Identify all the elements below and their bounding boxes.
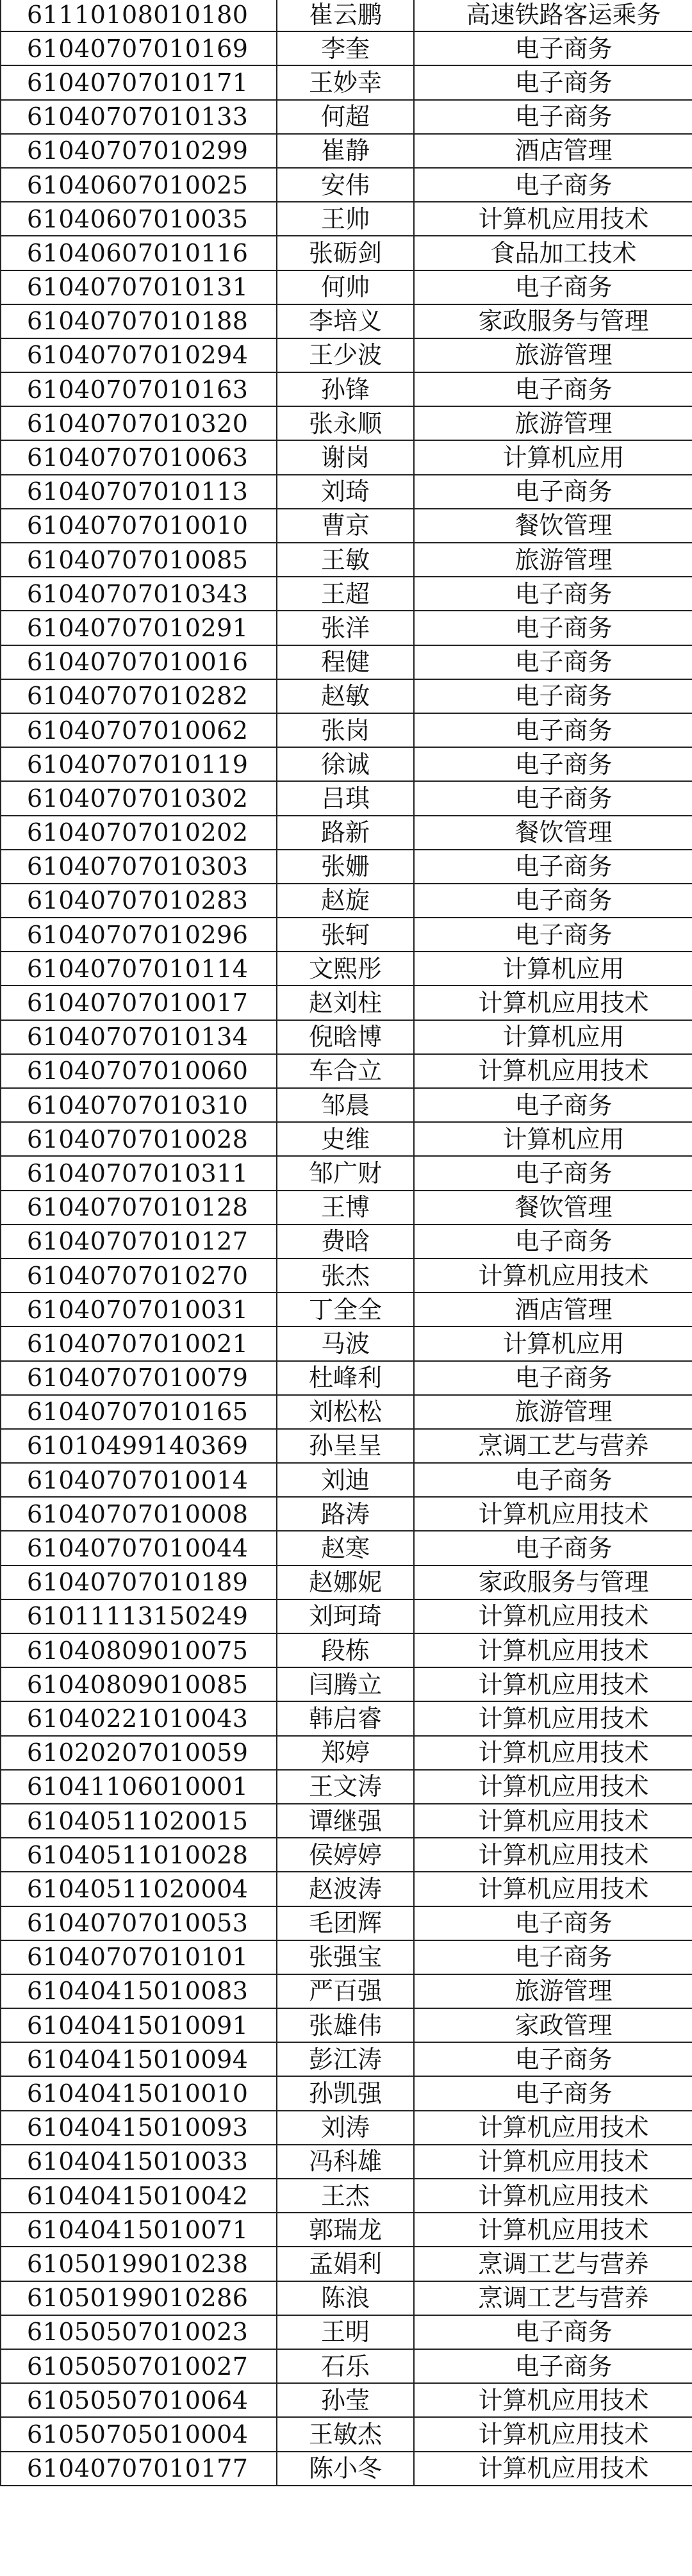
- table-row: [1, 1225, 692, 1259]
- student-name-cell: 马波: [277, 1326, 414, 1360]
- student-name-cell: 张姗: [277, 850, 414, 884]
- student-id-cell: 61040707010171: [1, 65, 277, 99]
- major-cell: 电子商务: [414, 884, 692, 918]
- major-cell: 旅游管理: [414, 338, 692, 372]
- table-row: [1, 577, 692, 611]
- student-id-cell: 61010499140369: [1, 1429, 277, 1463]
- table-row: [1, 2383, 692, 2417]
- student-id-cell: 61050507010027: [1, 2349, 277, 2383]
- table-row: [1, 1872, 692, 1906]
- major-cell: 电子商务: [414, 918, 692, 952]
- student-name-cell: 王明: [277, 2315, 414, 2349]
- student-name-cell: 张岗: [277, 713, 414, 747]
- student-id-cell: 61040707010133: [1, 100, 277, 134]
- student-name-cell: 赵寒: [277, 1531, 414, 1565]
- major-cell: 餐饮管理: [414, 1191, 692, 1225]
- table-row: [1, 611, 692, 645]
- student-id-cell: 61040707010294: [1, 338, 277, 372]
- student-name-cell: 何帅: [277, 270, 414, 304]
- major-cell: 计算机应用技术: [414, 2145, 692, 2179]
- major-cell: 电子商务: [414, 577, 692, 611]
- table-row: [1, 1292, 692, 1326]
- student-id-cell: 61040415010010: [1, 2076, 277, 2110]
- major-cell: 电子商务: [414, 1531, 692, 1565]
- student-id-cell: 61040707010114: [1, 952, 277, 986]
- student-id-cell: 61040707010062: [1, 713, 277, 747]
- student-name-cell: 谭继强: [277, 1804, 414, 1838]
- table-row: [1, 747, 692, 781]
- student-name-cell: 孟娟利: [277, 2247, 414, 2281]
- major-cell: 计算机应用: [414, 440, 692, 474]
- student-id-cell: 61040707010270: [1, 1259, 277, 1292]
- table-row: [1, 100, 692, 134]
- major-cell: 家政服务与管理: [414, 1565, 692, 1599]
- major-cell: 计算机应用技术: [414, 986, 692, 1020]
- table-row: [1, 304, 692, 338]
- student-id-cell: 61050199010286: [1, 2281, 277, 2315]
- student-name-cell: 徐诚: [277, 747, 414, 781]
- student-id-cell: 61040707010021: [1, 1326, 277, 1360]
- major-cell: 电子商务: [414, 611, 692, 645]
- student-id-cell: 61040707010016: [1, 645, 277, 679]
- student-id-cell: 61050199010238: [1, 2247, 277, 2281]
- major-cell: 电子商务: [414, 2349, 692, 2383]
- major-cell: 烹调工艺与营养: [414, 1429, 692, 1463]
- table-row: [1, 2111, 692, 2145]
- table-row: [1, 2452, 692, 2486]
- table-row: [1, 1633, 692, 1667]
- student-name-cell: 刘珂琦: [277, 1599, 414, 1633]
- major-cell: 酒店管理: [414, 134, 692, 168]
- student-name-cell: 路新: [277, 816, 414, 850]
- student-name-cell: 文熙彤: [277, 952, 414, 986]
- table-row: [1, 1701, 692, 1735]
- student-name-cell: 王杰: [277, 2179, 414, 2213]
- student-name-cell: 石乐: [277, 2349, 414, 2383]
- table-row: [1, 918, 692, 952]
- table-row: [1, 0, 692, 31]
- student-name-cell: 费晗: [277, 1225, 414, 1259]
- student-id-cell: 61040707010311: [1, 1156, 277, 1190]
- student-name-cell: 王文涛: [277, 1770, 414, 1804]
- major-cell: 计算机应用技术: [414, 202, 692, 236]
- table-row: [1, 2417, 692, 2451]
- major-cell: 电子商务: [414, 1940, 692, 1974]
- student-id-cell: 61040707010044: [1, 1531, 277, 1565]
- major-cell: 电子商务: [414, 31, 692, 65]
- major-cell: 餐饮管理: [414, 509, 692, 543]
- major-cell: 电子商务: [414, 679, 692, 713]
- table-row: [1, 2349, 692, 2383]
- table-row: [1, 1940, 692, 1974]
- student-name-cell: 王博: [277, 1191, 414, 1225]
- student-id-cell: 61040707010113: [1, 475, 277, 509]
- major-cell: 旅游管理: [414, 543, 692, 577]
- table-row: [1, 2213, 692, 2247]
- student-name-cell: 郭瑞龙: [277, 2213, 414, 2247]
- table-row: [1, 1361, 692, 1395]
- student-id-cell: 61040415010093: [1, 2111, 277, 2145]
- student-name-cell: 陈浪: [277, 2281, 414, 2315]
- student-name-cell: 刘琦: [277, 475, 414, 509]
- major-cell: 计算机应用技术: [414, 2383, 692, 2417]
- student-id-cell: 61040415010083: [1, 1974, 277, 2008]
- student-id-cell: 61040707010014: [1, 1463, 277, 1497]
- student-name-cell: 侯婷婷: [277, 1838, 414, 1872]
- student-name-cell: 倪晗博: [277, 1020, 414, 1054]
- table-row: [1, 1122, 692, 1156]
- student-id-cell: 61040415010042: [1, 2179, 277, 2213]
- roster-body: [1, 0, 692, 2486]
- major-cell: 计算机应用技术: [414, 2452, 692, 2486]
- major-cell: 计算机应用技术: [414, 1633, 692, 1667]
- table-row: [1, 1736, 692, 1770]
- student-id-cell: 61040707010163: [1, 372, 277, 406]
- table-row: [1, 2145, 692, 2179]
- student-id-cell: 61040415010094: [1, 2042, 277, 2076]
- table-row: [1, 31, 692, 65]
- table-row: [1, 475, 692, 509]
- student-name-cell: 王超: [277, 577, 414, 611]
- student-id-cell: 61040511010028: [1, 1838, 277, 1872]
- table-row: [1, 1974, 692, 2008]
- table-row: [1, 713, 692, 747]
- student-id-cell: 61011113150249: [1, 1599, 277, 1633]
- table-row: [1, 1804, 692, 1838]
- student-id-cell: 61040707010131: [1, 270, 277, 304]
- student-id-cell: 61040707010202: [1, 816, 277, 850]
- student-id-cell: 61041106010001: [1, 1770, 277, 1804]
- student-id-cell: 61040809010085: [1, 1667, 277, 1701]
- table-row: [1, 645, 692, 679]
- table-row: [1, 2179, 692, 2213]
- student-name-cell: 邹广财: [277, 1156, 414, 1190]
- student-id-cell: 61040707010303: [1, 850, 277, 884]
- table-row: [1, 1906, 692, 1940]
- student-id-cell: 61040707010008: [1, 1497, 277, 1531]
- table-row: [1, 440, 692, 474]
- student-id-cell: 61040415010091: [1, 2008, 277, 2042]
- student-name-cell: 孙凯强: [277, 2076, 414, 2110]
- major-cell: 计算机应用: [414, 1122, 692, 1156]
- student-id-cell: 61040707010053: [1, 1906, 277, 1940]
- student-id-cell: 61020207010059: [1, 1736, 277, 1770]
- major-cell: 电子商务: [414, 850, 692, 884]
- major-cell: 电子商务: [414, 747, 692, 781]
- student-name-cell: 闫腾立: [277, 1667, 414, 1701]
- table-row: [1, 1770, 692, 1804]
- student-name-cell: 王妙幸: [277, 65, 414, 99]
- table-row: [1, 1565, 692, 1599]
- table-row: [1, 1667, 692, 1701]
- major-cell: 计算机应用技术: [414, 1599, 692, 1633]
- student-id-cell: 61050705010004: [1, 2417, 277, 2451]
- student-id-cell: 61040707010119: [1, 747, 277, 781]
- student-id-cell: 61040707010282: [1, 679, 277, 713]
- student-id-cell: 61040707010134: [1, 1020, 277, 1054]
- table-row: [1, 2042, 692, 2076]
- student-name-cell: 张永顺: [277, 406, 414, 440]
- major-cell: 计算机应用技术: [414, 1667, 692, 1701]
- student-name-cell: 陈小冬: [277, 2452, 414, 2486]
- student-id-cell: 61040707010028: [1, 1122, 277, 1156]
- student-id-cell: 61050507010064: [1, 2383, 277, 2417]
- table-row: [1, 1259, 692, 1292]
- student-id-cell: 61040707010127: [1, 1225, 277, 1259]
- table-row: [1, 65, 692, 99]
- major-cell: 计算机应用技术: [414, 1259, 692, 1292]
- student-id-cell: 61040415010033: [1, 2145, 277, 2179]
- table-row: [1, 1191, 692, 1225]
- major-cell: 电子商务: [414, 713, 692, 747]
- table-row: [1, 2008, 692, 2042]
- table-row: [1, 406, 692, 440]
- major-cell: 电子商务: [414, 168, 692, 202]
- table-row: [1, 2315, 692, 2349]
- major-cell: 计算机应用技术: [414, 2111, 692, 2145]
- major-cell: 计算机应用技术: [414, 1770, 692, 1804]
- major-cell: 电子商务: [414, 475, 692, 509]
- student-name-cell: 毛团辉: [277, 1906, 414, 1940]
- student-name-cell: 崔云鹏: [277, 0, 414, 31]
- table-row: [1, 134, 692, 168]
- student-id-cell: 61040607010116: [1, 236, 277, 270]
- student-name-cell: 曹京: [277, 509, 414, 543]
- table-row: [1, 1395, 692, 1429]
- student-id-cell: 61040707010310: [1, 1088, 277, 1122]
- student-name-cell: 程健: [277, 645, 414, 679]
- student-id-cell: 61040511020004: [1, 1872, 277, 1906]
- major-cell: 电子商务: [414, 1361, 692, 1395]
- table-row: [1, 543, 692, 577]
- major-cell: 计算机应用技术: [414, 2213, 692, 2247]
- student-name-cell: 孙莹: [277, 2383, 414, 2417]
- major-cell: 家政管理: [414, 2008, 692, 2042]
- major-cell: 计算机应用技术: [414, 2417, 692, 2451]
- major-cell: 电子商务: [414, 1906, 692, 1940]
- student-name-cell: 孙呈呈: [277, 1429, 414, 1463]
- student-name-cell: 张雄伟: [277, 2008, 414, 2042]
- major-cell: 旅游管理: [414, 406, 692, 440]
- student-name-cell: 王帅: [277, 202, 414, 236]
- student-name-cell: 王敏杰: [277, 2417, 414, 2451]
- table-row: [1, 509, 692, 543]
- student-id-cell: 61040607010025: [1, 168, 277, 202]
- major-cell: 电子商务: [414, 270, 692, 304]
- major-cell: 烹调工艺与营养: [414, 2281, 692, 2315]
- table-row: [1, 952, 692, 986]
- student-name-cell: 谢岗: [277, 440, 414, 474]
- major-cell: 电子商务: [414, 100, 692, 134]
- major-cell: 电子商务: [414, 2315, 692, 2349]
- student-id-cell: 61040707010343: [1, 577, 277, 611]
- table-row: [1, 679, 692, 713]
- student-name-cell: 韩启睿: [277, 1701, 414, 1735]
- major-cell: 电子商务: [414, 1088, 692, 1122]
- student-name-cell: 赵敏: [277, 679, 414, 713]
- table-row: [1, 1156, 692, 1190]
- table-row: [1, 850, 692, 884]
- table-row: [1, 2247, 692, 2281]
- student-name-cell: 张砺剑: [277, 236, 414, 270]
- student-name-cell: 段栋: [277, 1633, 414, 1667]
- student-name-cell: 李培义: [277, 304, 414, 338]
- table-row: [1, 1429, 692, 1463]
- major-cell: 计算机应用技术: [414, 1054, 692, 1088]
- major-cell: 计算机应用技术: [414, 1872, 692, 1906]
- table-row: [1, 372, 692, 406]
- table-row: [1, 1531, 692, 1565]
- student-id-cell: 61040707010177: [1, 2452, 277, 2486]
- table-row: [1, 1020, 692, 1054]
- major-cell: 电子商务: [414, 2042, 692, 2076]
- student-name-cell: 刘涛: [277, 2111, 414, 2145]
- table-row: [1, 1497, 692, 1531]
- student-id-cell: 61040707010299: [1, 134, 277, 168]
- table-row: [1, 2281, 692, 2315]
- student-id-cell: 61050507010023: [1, 2315, 277, 2349]
- student-name-cell: 车合立: [277, 1054, 414, 1088]
- student-name-cell: 赵波涛: [277, 1872, 414, 1906]
- major-cell: 电子商务: [414, 372, 692, 406]
- student-name-cell: 张洋: [277, 611, 414, 645]
- major-cell: 旅游管理: [414, 1974, 692, 2008]
- table-row: [1, 202, 692, 236]
- student-name-cell: 赵娜妮: [277, 1565, 414, 1599]
- student-id-cell: 61040707010283: [1, 884, 277, 918]
- student-name-cell: 赵刘柱: [277, 986, 414, 1020]
- student-id-cell: 61040221010043: [1, 1701, 277, 1735]
- student-name-cell: 孙锋: [277, 372, 414, 406]
- major-cell: 家政服务与管理: [414, 304, 692, 338]
- table-row: [1, 884, 692, 918]
- major-cell: 电子商务: [414, 65, 692, 99]
- major-cell: 电子商务: [414, 1225, 692, 1259]
- student-name-cell: 冯科雄: [277, 2145, 414, 2179]
- student-name-cell: 郑婷: [277, 1736, 414, 1770]
- major-cell: 电子商务: [414, 645, 692, 679]
- student-name-cell: 刘松松: [277, 1395, 414, 1429]
- student-id-cell: 61040707010302: [1, 781, 277, 815]
- student-id-cell: 61040707010017: [1, 986, 277, 1020]
- table-row: [1, 1088, 692, 1122]
- student-name-cell: 王少波: [277, 338, 414, 372]
- table-row: [1, 270, 692, 304]
- table-row: [1, 2076, 692, 2110]
- student-id-cell: 61040707010101: [1, 1940, 277, 1974]
- student-id-cell: 61040707010063: [1, 440, 277, 474]
- student-id-cell: 61040707010291: [1, 611, 277, 645]
- major-cell: 计算机应用技术: [414, 1804, 692, 1838]
- student-name-cell: 李奎: [277, 31, 414, 65]
- table-row: [1, 168, 692, 202]
- table-row: [1, 1326, 692, 1360]
- student-name-cell: 崔静: [277, 134, 414, 168]
- student-name-cell: 彭江涛: [277, 2042, 414, 2076]
- student-name-cell: 刘迪: [277, 1463, 414, 1497]
- major-cell: 电子商务: [414, 2076, 692, 2110]
- table-row: [1, 1838, 692, 1872]
- student-id-cell: 61040809010075: [1, 1633, 277, 1667]
- table-row: [1, 1463, 692, 1497]
- table-row: [1, 1054, 692, 1088]
- major-cell: 计算机应用: [414, 1020, 692, 1054]
- major-cell: 电子商务: [414, 1463, 692, 1497]
- major-cell: 高速铁路客运乘务: [414, 0, 692, 31]
- major-cell: 烹调工艺与营养: [414, 2247, 692, 2281]
- student-name-cell: 张杰: [277, 1259, 414, 1292]
- student-id-cell: 61040607010035: [1, 202, 277, 236]
- student-id-cell: 61040707010189: [1, 1565, 277, 1599]
- major-cell: 计算机应用技术: [414, 1838, 692, 1872]
- table-row: [1, 781, 692, 815]
- student-id-cell: 61040707010165: [1, 1395, 277, 1429]
- student-name-cell: 张强宝: [277, 1940, 414, 1974]
- student-id-cell: 61040707010085: [1, 543, 277, 577]
- student-name-cell: 杜峰利: [277, 1361, 414, 1395]
- table-row: [1, 986, 692, 1020]
- student-name-cell: 丁全全: [277, 1292, 414, 1326]
- major-cell: 计算机应用: [414, 952, 692, 986]
- student-id-cell: 61040707010128: [1, 1191, 277, 1225]
- student-id-cell: 61110108010180: [1, 0, 277, 31]
- major-cell: 酒店管理: [414, 1292, 692, 1326]
- student-id-cell: 61040415010071: [1, 2213, 277, 2247]
- major-cell: 计算机应用技术: [414, 1701, 692, 1735]
- student-name-cell: 赵旋: [277, 884, 414, 918]
- student-name-cell: 张轲: [277, 918, 414, 952]
- student-id-cell: 61040707010169: [1, 31, 277, 65]
- student-name-cell: 何超: [277, 100, 414, 134]
- student-name-cell: 严百强: [277, 1974, 414, 2008]
- student-name-cell: 史维: [277, 1122, 414, 1156]
- student-name-cell: 王敏: [277, 543, 414, 577]
- student-id-cell: 61040707010320: [1, 406, 277, 440]
- student-id-cell: 61040707010010: [1, 509, 277, 543]
- major-cell: 计算机应用技术: [414, 1736, 692, 1770]
- major-cell: 餐饮管理: [414, 816, 692, 850]
- major-cell: 电子商务: [414, 1156, 692, 1190]
- student-id-cell: 61040707010060: [1, 1054, 277, 1088]
- major-cell: 食品加工技术: [414, 236, 692, 270]
- student-name-cell: 邹晨: [277, 1088, 414, 1122]
- student-name-cell: 吕琪: [277, 781, 414, 815]
- student-id-cell: 61040707010296: [1, 918, 277, 952]
- major-cell: 电子商务: [414, 781, 692, 815]
- major-cell: 旅游管理: [414, 1395, 692, 1429]
- student-id-cell: 61040707010031: [1, 1292, 277, 1326]
- table-row: [1, 236, 692, 270]
- table-row: [1, 816, 692, 850]
- student-id-cell: 61040707010079: [1, 1361, 277, 1395]
- student-id-cell: 61040707010188: [1, 304, 277, 338]
- table-row: [1, 1599, 692, 1633]
- major-cell: 计算机应用技术: [414, 2179, 692, 2213]
- major-cell: 计算机应用技术: [414, 1497, 692, 1531]
- student-id-cell: 61040511020015: [1, 1804, 277, 1838]
- student-name-cell: 路涛: [277, 1497, 414, 1531]
- table-row: [1, 338, 692, 372]
- major-cell: 计算机应用: [414, 1326, 692, 1360]
- student-name-cell: 安伟: [277, 168, 414, 202]
